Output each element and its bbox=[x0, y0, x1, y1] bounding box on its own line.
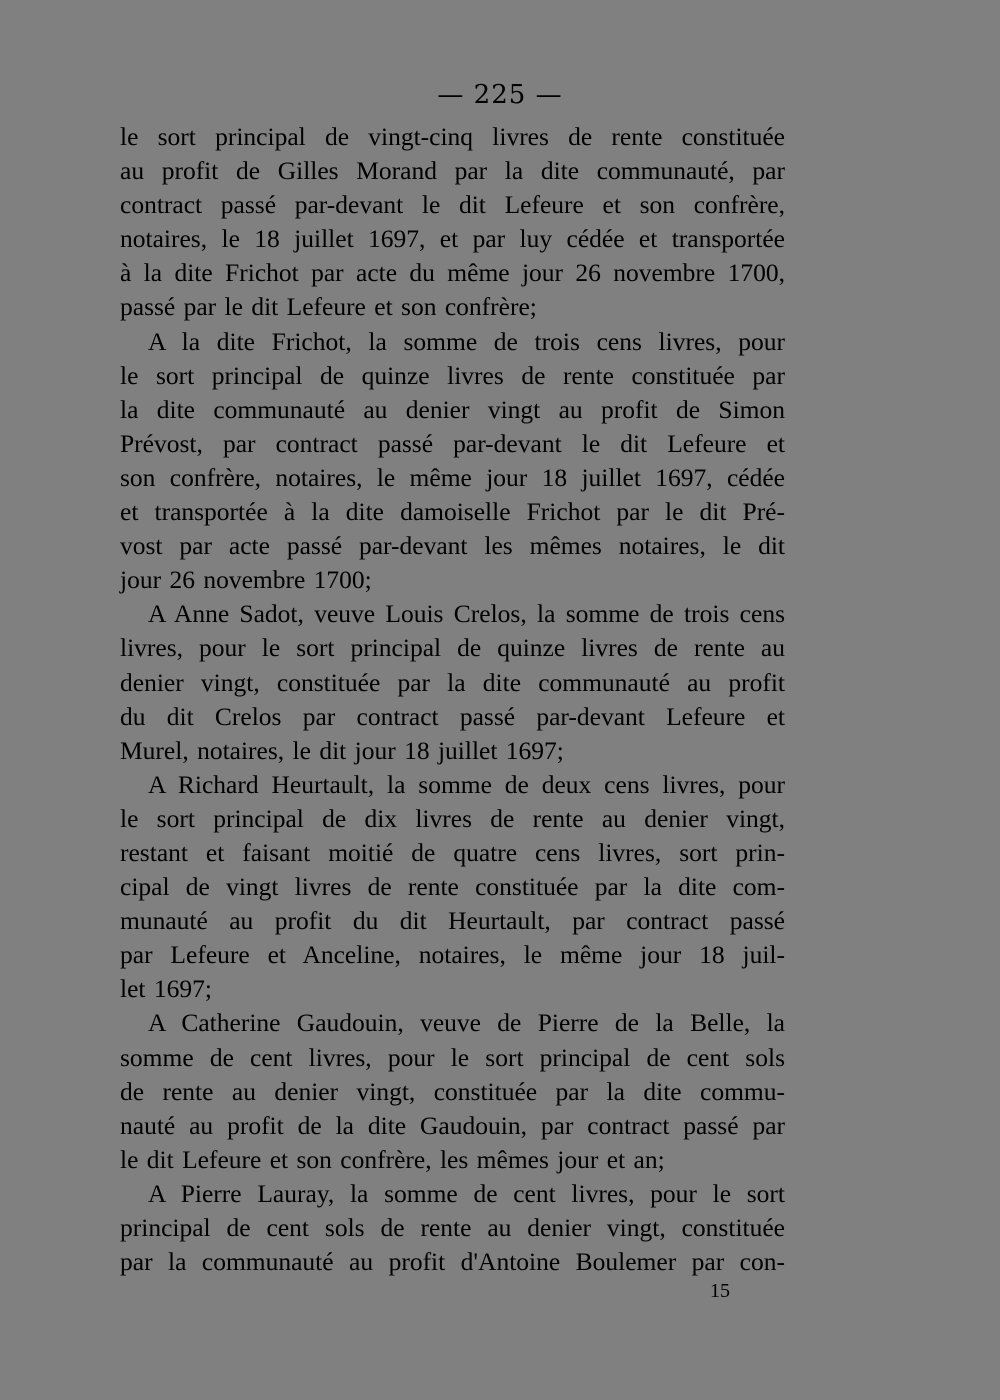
text-line: munauté au profit du dit Heurtault, par contract passé bbox=[120, 906, 785, 936]
text-line: A Pierre Lauray, la somme de cent livres, pour le sort bbox=[148, 1178, 785, 1208]
text-line: son confrère, notaires, le même jour 18 juillet 1697, cédée bbox=[120, 462, 785, 492]
text-line: denier vingt, constituée par la dite communauté au profit bbox=[120, 667, 785, 697]
text-line: nauté au profit de la dite Gaudouin, par contract passé par bbox=[120, 1110, 785, 1140]
text-line: Prévost, par contract passé par-devant le dit Lefeure et bbox=[120, 428, 785, 458]
text-line: le sort principal de quinze livres de rente constituée par bbox=[120, 360, 785, 390]
text-line: A Richard Heurtault, la somme de deux cens livres, pour bbox=[148, 769, 785, 799]
text-line: de rente au denier vingt, constituée par la dite commu- bbox=[120, 1076, 785, 1106]
text-line: le sort principal de dix livres de rente au denier vingt, bbox=[120, 803, 785, 833]
text-line: notaires, le 18 juillet 1697, et par luy cédée et transportée bbox=[120, 224, 785, 254]
text-line: let 1697; bbox=[120, 974, 212, 1004]
text-line: cipal de vingt livres de rente constituée par la dite com- bbox=[120, 872, 785, 902]
text-line: le dit Lefeure et son confrère, les mêmes jour et an; bbox=[120, 1144, 665, 1174]
text-line: somme de cent livres, pour le sort principal de cent sols bbox=[120, 1042, 785, 1072]
text-line: au profit de Gilles Morand par la dite communauté, par bbox=[120, 156, 785, 186]
text-line: vost par acte passé par-devant les mêmes notaires, le dit bbox=[120, 531, 785, 561]
text-line: par Lefeure et Anceline, notaires, le même jour 18 juil- bbox=[120, 940, 785, 970]
text-line: A la dite Frichot, la somme de trois cens livres, pour bbox=[148, 326, 785, 356]
text-line: passé par le dit Lefeure et son confrère; bbox=[120, 292, 537, 322]
text-line: la dite communauté au denier vingt au profit de Simon bbox=[120, 394, 785, 424]
text-line: Murel, notaires, le dit jour 18 juillet 1697; bbox=[120, 735, 564, 765]
text-line: par la communauté au profit d'Antoine Boulemer par con- bbox=[120, 1247, 785, 1277]
page-body-text bbox=[120, 120, 785, 1279]
text-line: principal de cent sols de rente au denier vingt, constituée bbox=[120, 1213, 785, 1242]
signature-mark: 15 bbox=[710, 1280, 730, 1302]
text-line: contract passé par-devant le dit Lefeure et son confrère, bbox=[120, 190, 785, 220]
text-line: et transportée à la dite damoiselle Frichot par le dit Pré- bbox=[120, 497, 785, 527]
text-line: A Catherine Gaudouin, veuve de Pierre de la Belle, la bbox=[148, 1008, 785, 1038]
text-line: à la dite Frichot par acte du même jour 26 novembre 1700, bbox=[120, 258, 785, 288]
text-line: du dit Crelos par contract passé par-devant Lefeure et bbox=[120, 701, 785, 731]
text-line: livres, pour le sort principal de quinze livres de rente au bbox=[120, 633, 785, 663]
text-line: le sort principal de vingt-cinq livres de rente constituée bbox=[120, 122, 785, 151]
text-line: restant et faisant moitié de quatre cens livres, sort prin- bbox=[120, 837, 785, 867]
text-line: jour 26 novembre 1700; bbox=[120, 565, 372, 595]
page-number: — 225 — bbox=[437, 80, 563, 110]
text-line: A Anne Sadot, veuve Louis Crelos, la somme de trois cens bbox=[148, 599, 785, 629]
